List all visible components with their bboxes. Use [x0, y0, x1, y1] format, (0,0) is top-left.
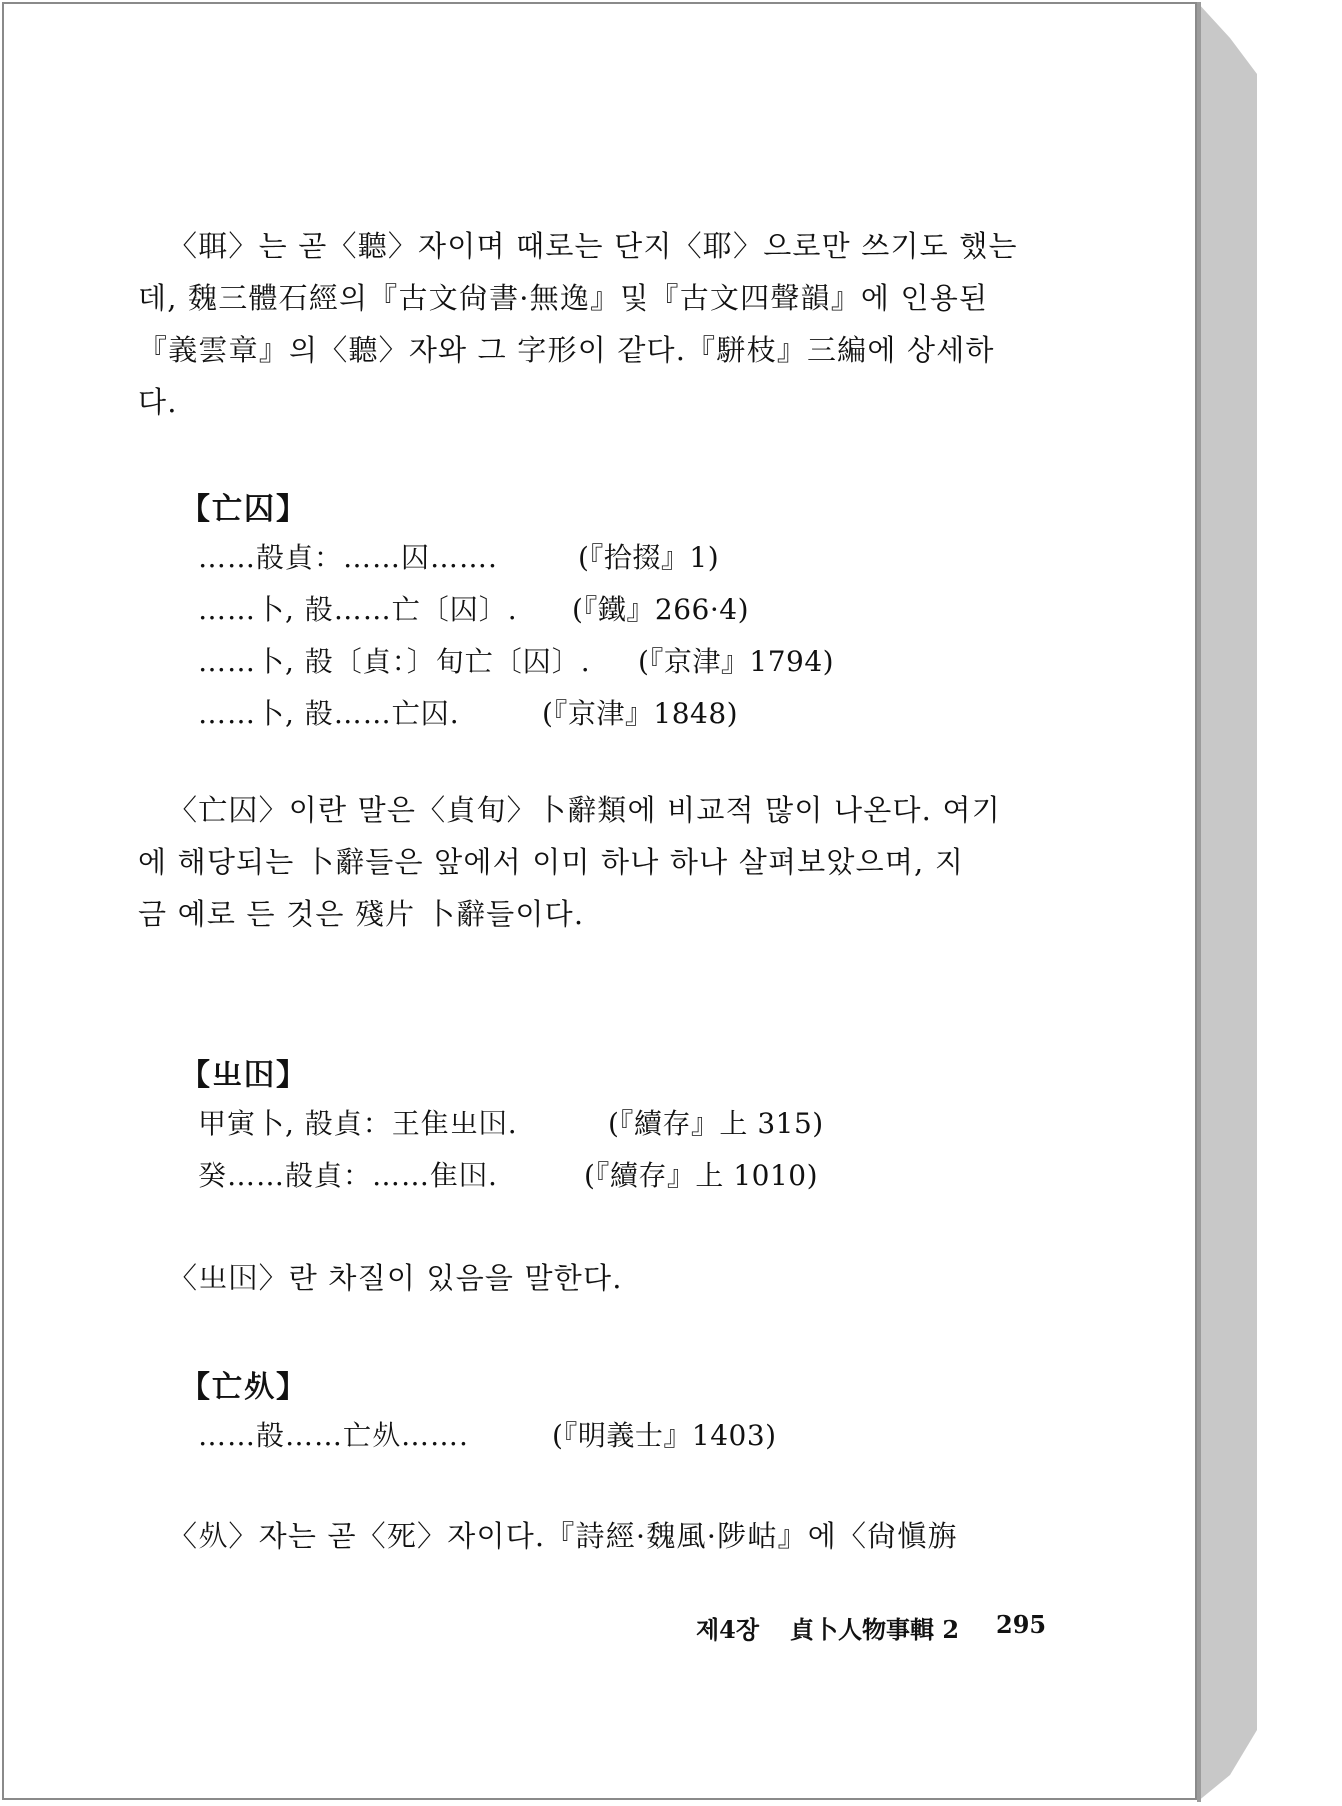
page-edge [1197, 2, 1257, 1802]
paragraph-3 [138, 1252, 1038, 1304]
example-source: (『續存』上 315) [608, 1107, 824, 1140]
paragraph-line: 〈聑〉는 곧〈聽〉자이며 때로는 단지〈耶〉으로만 쓰기도 했는 [168, 229, 1018, 263]
footer-chapter: 제4장 [696, 1615, 760, 1644]
example-text: ……㱿……亡𣦸……. [198, 1419, 469, 1452]
paragraph-1 [138, 220, 1038, 428]
section-heading: 【亡囚】 [180, 492, 308, 527]
example-source: (『京津』1794) [638, 645, 835, 678]
example-text: 甲寅卜, 㱿貞：王隹㞢𡆥. [198, 1107, 518, 1140]
paragraph-4 [138, 1510, 1038, 1562]
paragraph-line: 에 해당되는 卜辭들은 앞에서 이미 하나 하나 살펴보았으며, 지 [138, 845, 965, 879]
example-source: (『明義士』1403) [552, 1419, 777, 1452]
section-heading: 【亡𣦸】 [180, 1370, 308, 1405]
paragraph-line: 〈亡囚〉이란 말은〈貞旬〉卜辭類에 비교적 많이 나온다. 여기 [168, 793, 1001, 827]
section-heading: 【㞢𡆥】 [180, 1058, 308, 1093]
page-number: 295 [996, 1610, 1047, 1639]
paragraph-line: 『義雲章』의〈聽〉자와 그 字形이 같다.『駢枝』三編에 상세하 [138, 333, 995, 367]
example-text: 癸……㱿貞：……隹𡆥. [198, 1159, 498, 1192]
example-text: ……卜, 㱿……亡〔囚〕. [198, 593, 518, 626]
paragraph-line: 〈𣦸〉자는 곧〈死〉자이다.『詩經·魏風·陟岵』에〈尙愼旃 [168, 1519, 958, 1553]
page-edge-line [1197, 2, 1201, 1802]
paragraph-line: 금 예로 든 것은 殘片 卜辭들이다. [138, 897, 585, 931]
paragraph-line: 다. [138, 385, 178, 419]
example-source: (『京津』1848) [542, 697, 739, 730]
example-source: (『鐵』266·4) [572, 593, 750, 626]
paragraph-2 [138, 784, 1038, 940]
example-text: ……㱿貞：……囚……. [198, 541, 498, 574]
example-text: ……卜, 㱿〔貞：〕旬亡〔囚〕. [198, 645, 591, 678]
example-source: (『拾掇』1) [578, 541, 720, 574]
example-source: (『續存』上 1010) [584, 1159, 819, 1192]
footer-section-title: 貞卜人物事輯 2 [790, 1615, 960, 1644]
example-text: ……卜, 㱿……亡囚. [198, 697, 460, 730]
paragraph-line: 데, 魏三體石經의『古文尙書·無逸』및『古文四聲韻』에 인용된 [138, 281, 989, 315]
paragraph-line: 〈㞢𡆥〉란 차질이 있음을 말한다. [168, 1261, 623, 1295]
